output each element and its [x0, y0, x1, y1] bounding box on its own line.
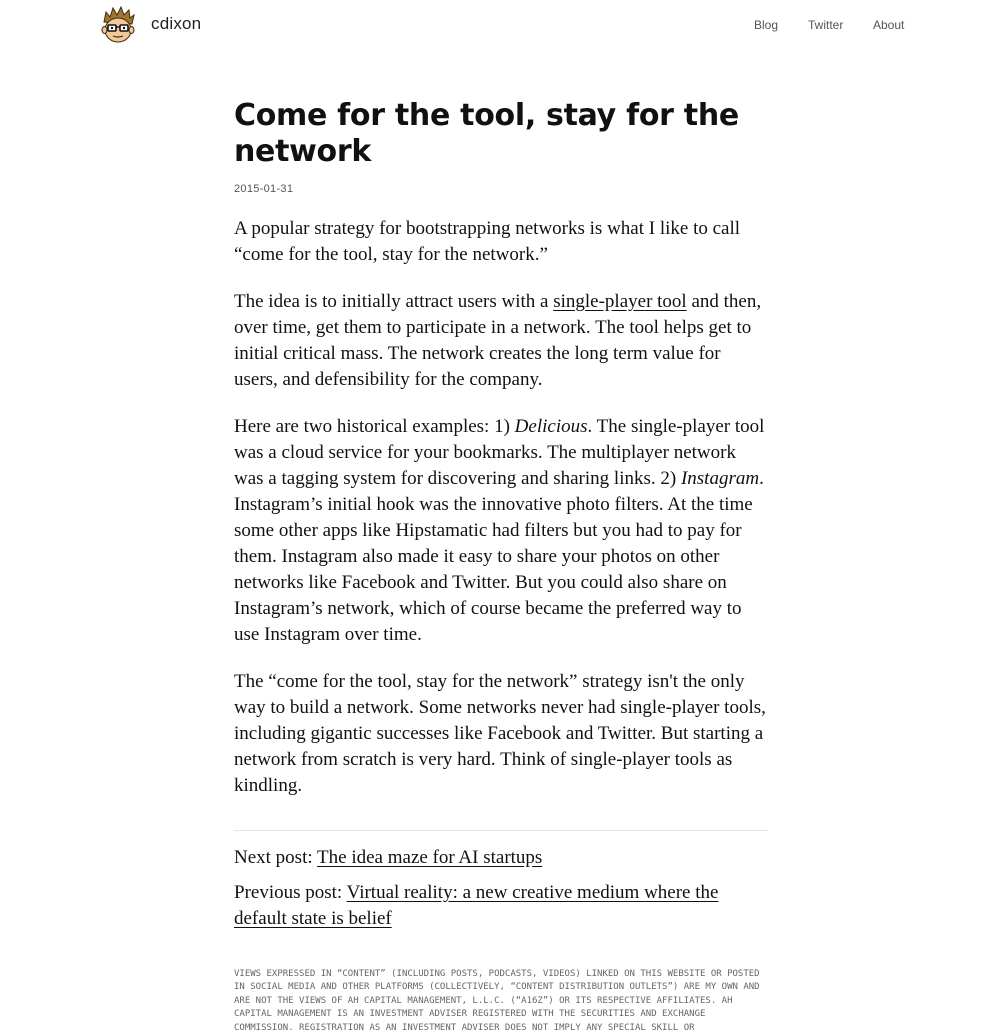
previous-post-row — [234, 880, 768, 932]
previous-post-link[interactable]: Virtual reality: a new creative medium where the default state is belief — [234, 882, 719, 929]
paragraph-3 — [234, 414, 768, 648]
previous-post-label: Previous post: — [234, 882, 347, 903]
instagram-emphasis: Instagram — [680, 468, 760, 489]
nav-blog-link[interactable]: Blog — [754, 18, 779, 32]
post-body — [234, 216, 768, 799]
paragraph-1: A popular strategy for bootstrapping networks is what I like to call “come for the tool, stay for the network.” — [234, 218, 741, 265]
post-navigation — [234, 845, 768, 932]
single-player-tool-link[interactable]: single-player tool — [553, 291, 687, 312]
paragraph-2 — [234, 289, 768, 393]
paragraph-4: The “come for the tool, stay for the network” strategy isn't the only way to build a network. Some networks never had single-player tools, including gigantic successes like Facebook and Twitter. But starting a network from scratch is very hard. Think of single-player tools as kindling. — [234, 671, 766, 796]
next-post-row — [234, 845, 768, 871]
site-name-link[interactable]: cdixon — [151, 14, 202, 33]
nav-about-link[interactable]: About — [873, 18, 905, 32]
disclaimer-text: VIEWS EXPRESSED IN “CONTENT” (INCLUDING POSTS, PODCASTS, VIDEOS) LINKED ON THIS WEBSITE OR POSTED IN SOCIAL MEDIA AND OTHER PLATFORMS (COLLECTIVELY, “CONTENT DISTRIBUTION OUTLETS”) ARE MY OWN AND ARE NOT THE VIEWS OF AH CAPITAL MANAGEMENT, L.L.C. (“A16Z”) OR ITS RESPECTIVE AFFILIATES. AH CAPITAL MANAGEMENT IS AN INVESTMENT ADVISER REGISTERED WITH THE SECURITIES AND EXCHANGE COMMISSION. REGISTRATION AS AN INVESTMENT ADVISER DOES NOT IMPLY ANY SPECIAL SKILL OR — [234, 969, 760, 1033]
next-post-label: Next post: — [234, 847, 318, 868]
paragraph-2-text: The idea is to initially attract users with a — [234, 291, 554, 312]
divider — [234, 830, 768, 831]
paragraph-2-text-end: and then, over time, get them to participate in a network. The tool helps get to initial critical mass. The network creates the long term value for users, and defensibility for the company. — [234, 291, 762, 390]
paragraph-3-text-mid: . The single-player tool was a cloud service for your bookmarks. The multiplayer network was a tagging system for discovering and sharing links. 2) — [234, 416, 765, 489]
next-post-link[interactable]: The idea maze for AI startups — [317, 847, 543, 868]
post-title: Come for the tool, stay for the network — [234, 98, 739, 169]
nav-twitter-link[interactable]: Twitter — [808, 18, 844, 32]
paragraph-3-text: Here are two historical examples: 1) — [234, 416, 515, 437]
delicious-emphasis: Delicious — [514, 416, 588, 437]
article — [234, 98, 768, 1035]
paragraph-3-text-end: . Instagram’s initial hook was the innovative photo filters. At the time some other apps like Hipstamatic had filters but you had to pay for them. Instagram also made it easy to share your photos on other networks like Facebook and Twitter. But you could also share on Instagram’s network, which of course became the preferred way to use Instagram over time. — [234, 468, 764, 645]
site-header — [0, 0, 1000, 54]
post-date: 2015-01-31 — [234, 183, 294, 195]
cartoon-avatar-icon[interactable] — [100, 6, 136, 44]
